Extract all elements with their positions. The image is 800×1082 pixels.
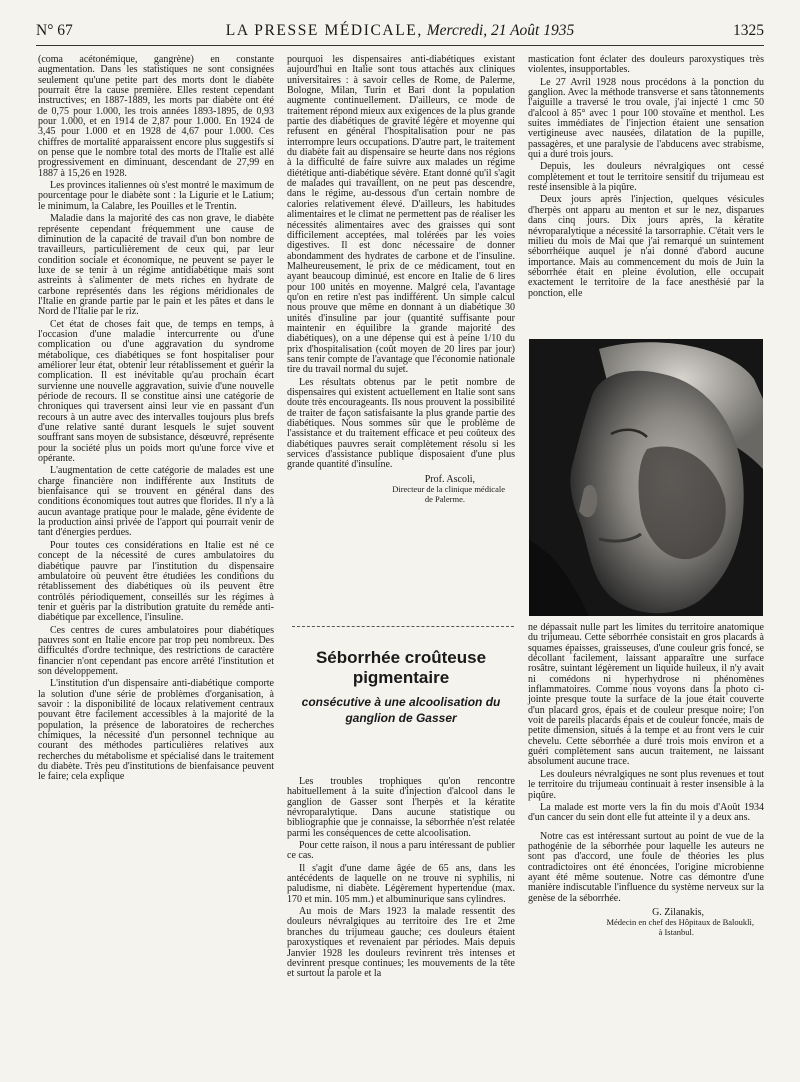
column-2-article <box>287 777 515 982</box>
article-heading <box>287 648 515 726</box>
paragraph: Maladie dans la majorité des cas non grave, le diabète représente cependant fréquemment une cause de diminution de la capacité de travail d'un bon nombre de travailleurs, particulièrement de ceux qui, par leur condition sociale et économique, ne peuvent se payer le luxe de se tenir à un régime antidiabétique mais sont astreints à s'alimenter de mets riches en hydrate de carbone représentés dans les régions méridionales de l'Italie en grande partie par le pain et les pâtes et dans le Nord de l'Italie par le riz. <box>38 213 274 318</box>
article-subtitle: consécutive à une alcoolisation du ganglion de Gasser <box>301 695 501 725</box>
paragraph: Pour cette raison, il nous a paru intéressant de publier ce cas. <box>287 840 515 862</box>
issue-date: Mercredi, 21 Août 1935 <box>426 22 575 39</box>
article-divider <box>292 626 514 627</box>
author-affiliation: Directeur de la clinique médicale <box>392 484 505 495</box>
paragraph: L'institution d'un dispensaire anti-diabétique comporte la solution d'une série de problèmes d'organisation, à savoir : la disponibilité de locaux relativement centraux pouvant être facilement accessibles à la majorité de la population, la présence de laboratoires de recherches chimiques, la nécessité d'un personnel technique au courant des méthodes particulières relatives aux recherches du métabolisme et spécialisé dans le traitement du diabète. Très peu d'institutions de bienfaisance peuvent le faire; cela explique <box>38 678 274 783</box>
column-1 <box>38 55 274 785</box>
author-affiliation: Médecin en chef des Hôpitaux de Balouklì, <box>606 917 754 928</box>
paragraph: Le 27 Avril 1928 nous procédons à la ponction du ganglion. Avec la méthode transverse et sans tâtonnements l'aiguille a traversé le trou ovale, j'ai injecté 1 cmc 50 d'alcool à 85° avec 1 pour 100 stovaïne et menthol. Les suites immédiates de l'injection étaient une sensation vertigineuse avec nausées, dilatation de la pupille, passagères, et une paralysie de l'abducens avec strabisme, qui a duré trois jours. <box>528 76 764 161</box>
paragraph: pourquoi les dispensaires anti-diabétiques existant aujourd'hui en Italie sont tous attachés aux cliniques universitaires : à savoir celles de Rome, de Palerme, Bologne, Milan, Turin et Bari dont la population augmente continuellement. D'ailleurs, ce mode de traitement répond mieux aux exigences de la plus grande partie des diabétiques de gravité légère et moyenne qui refusent en général l'hospitalisation pour ne pas interrompre leurs occupations. D'autre part, le traitement du diabète fait au dispensaire se heurte dans nos régions à la difficulté de faire suivre aux malades un régime diététique anti-diabétique sévère. Etant donné qu'il s'agit de malades qui travaillent, on ne peut pas descendre, dans le régime, au-dessous d'un certain nombre de calories relativement élevé. D'ailleurs, les habitudes alimentaires et le climat ne permettent pas de réaliser les nécessités alimentaires avec des graisses qui sont difficilement acceptées, mal tolérées par les voies digestives. Il est donc nécessaire de donner abondamment des hydrates de carbone et de l'insuline. Malheureusement, le prix de ce médicament, tout en ayant beaucoup diminué, est encore en Italie de 6 lires pour 100 unités en moyenne. Malgré cela, l'avantage qu'on en retire n'est pas indifférent. Un simple calcul nous prouve que même en donnant à un diabétique 30 unités d'insuline par jour (quantité suffisante pour maintenir en équilibre la grande majorité des diabétiques), on a une dépense qui est à peine 1/10 du prix d'hospitalisation (coût moyen de 20 lires par jour) sans tenir compte de l'avantage que l'économie nationale tire du travail normal du sujet. <box>287 54 515 376</box>
journal-title: LA PRESSE MÉDICALE, <box>225 22 423 39</box>
author-affiliation: de Palerme. <box>424 493 465 504</box>
header-rule <box>36 45 764 46</box>
article-title: Séborrhée croûteuse pigmentaire <box>315 648 487 687</box>
paragraph: Pour toutes ces considérations en Italie est né ce concept de la nécessité de cures ambulatoires du diabétique pauvre par l'institution du dispensaire ambulatoire où peuvent être étudiées les conditions du rétablissement des diabétiques où ils peuvent être contrôlés périodiquement, conseillés sur les régimes à tenir et guéris par la distribution gratuite du remède anti-diabétique par excellence, l'insuline. <box>38 539 274 624</box>
paragraph: mastication font éclater des douleurs paroxystiques très violentes, insupportables. <box>528 54 764 76</box>
author-signature-zilanakis <box>528 908 764 937</box>
paragraph: Les troubles trophiques qu'on rencontre habituellement à la suite d'injection d'alcool dans le ganglion de Gasser sont l'herpès et la kératite névroparalytique. Dans aucune statistique ou bibliographie que je connaisse, la séborrhée n'est relatée parmi les conséquences de cette alcoolisation. <box>287 776 515 839</box>
paragraph: Notre cas est intéressant surtout au point de vue de la pathogénie de la séborrhée pour laquelle les auteurs ne sont pas d'accord, une foule de théories les plus contradictoires ont été énoncées, l'origine microbienne ayant été même soutenue. Notre cas démontre d'une manière indiscutable l'influence du système nerveux sur la genèse de la séborrhée. <box>528 830 764 904</box>
paragraph: Les douleurs névralgiques ne sont plus revenues et tout le territoire du trijumeau continuait à rester insensible à la piqûre. <box>528 768 764 801</box>
column-3-continued <box>528 623 764 937</box>
issue-number: N° 67 <box>36 22 73 39</box>
paragraph: L'augmentation de cette catégorie de malades est une charge financière non indifférente aux Instituts de bienfaisance qui se trouvent en général dans des conditions économiques tout autres que florides. Il n'y a là aucun avantage pratique pour le malade, gêne évidente de la production ainsi privée de l'apport qui pourrait venir de tant d'énergies perdues. <box>38 465 274 539</box>
paragraph: Les résultats obtenus par le petit nombre de dispensaires qui existent actuellement en Italie sont sans doute très encourageants. Ils nous prouvent la possibilité de traiter de façon satisfaisante la plus grande partie des diabétiques. Nous sommes sûr que le problème de l'assistance et du traitement efficace et peu coûteux des diabétiques pauvres serait complètement résolu si les services d'assistance publique disposaient d'une plus grande quantité d'insuline. <box>287 376 515 471</box>
author-affiliation: à Istanbul. <box>658 926 694 937</box>
author-signature-ascoli <box>287 475 515 504</box>
paragraph: Il s'agit d'une dame âgée de 65 ans, dans les antécédents de laquelle on ne trouve ni syphilis, ni paludisme, ni diabète. Légèrement hypertendue (max. 170 et min. 105 mm.) et albuminurique sans cylindres. <box>287 862 515 905</box>
paragraph: ne dépassait nulle part les limites du territoire anatomique du trijumeau. Cette séborrhée consistait en gros placards à squames épaisses, graisseuses, d'une couleur gris foncé, se décollant facilement, laissant apparaître une surface rosâtre, suintant légèrement un liquide huileux, il n'y avait ni comédons ni hyperhydrose ni phénomènes inflammatoires. Comme nous voyons dans la photo ci-jointe presque toute la surface de la joue était couverte d'un placard gros, épais et de couleur presque noire; l'on voit de pareils placards épais et de couleur foncée, mais de petite dimension, situés à la tempe et au front vers le cuir chevelu. Cette séborrhée a duré trois mois environ et a guéri complètement sans aucun traitement, ne laissant absolument aucune trace. <box>528 622 764 768</box>
patient-photo <box>529 339 763 616</box>
paragraph: Cet état de choses fait que, de temps en temps, à l'occasion d'une maladie intercurrente ou d'une complication ou d'une aggravation du syndrome métabolique, ces diabétiques se font hospitaliser pour améliorer leur état, obtenir leur rétablissement et guérir la complication. Il est inévitable qu'au prochain écart survienne une nouvelle aggravation, suivie d'une nouvelle période de recours. Il se constitue ainsi une catégorie de chroniques qui traversent ainsi leur vie en passant d'un recours à un autre avec des intervalles toujours plus brefs d'une relative santé durant lesquels le sujet souvent souffrant sans moyen de subsistance, désœuvré, représente pour la société plus un poids mort qu'une force vive et opérante. <box>38 318 274 465</box>
paragraph: Deux jours après l'injection, quelques vésicules d'herpès ont apparu au menton et sur le nez, disparues dans cinq jours. Dix jours après, la kératite névroparalytique a nécessité la tarsorraphie. C'était vers le milieu du mois de Mai que j'ai remarqué un suintement séborrhéique auquel je n'ai donné d'abord aucune importance. Mais au commencement du mois de Juin la séborrhée était en pleine évolution, elle occupait exactement le territoire de la face anesthésié par la ponction, elle <box>528 194 764 299</box>
page-header <box>36 22 764 42</box>
column-2 <box>287 55 515 504</box>
paragraph: Les provinces italiennes où s'est montré le maximum de pourcentage pour le diabète sont : la Ligurie et le Latium; le minimum, la Calabre, les Pouilles et le Trentin. <box>38 180 274 212</box>
journal-masthead <box>36 22 764 40</box>
paragraph: Depuis, les douleurs névralgiques ont cessé complètement et tout le territoire sensitif du trijumeau est resté insensible à la piqûre. <box>528 161 764 194</box>
paragraph: (coma acétonémique, gangrène) en constante augmentation. Dans les statistiques ne sont consignées seulement qu'une petite part des morts dont le diabète pourrait être la cause première. Elles restent cependant instructives; en 1887-1889, les morts par diabète ont été de 0,75 pour 1.000, les trois années 1893-1895, de 0,93 pour 1.000, et en 1914 de 2,87 pour 1.000. En 1924 de 3,45 pour 1.000 et en 1928 de 4,67 pour 1.000. Ces chiffres de mortalité apparaissent encore plus suggestifs si on pense que le nombre total des morts de l'Italie est allé progressivement en diminuant, descendant de 27,99 en 1887 à 15,26 en 1928. <box>38 54 274 179</box>
author-name: Prof. Ascoli, <box>424 473 475 485</box>
author-name: G. Zilanakis, <box>652 906 704 918</box>
paragraph: Au mois de Mars 1923 la malade ressentit des douleurs névralgiques au territoire des 1re et 2me branches du trijumeau gauche; ces douleurs étaient paroxystiques et revenaient par périodes. Mais depuis Janvier 1928 les douleurs revinrent très intenses et devinrent presque continues; les mouvements de la tête et surtout la parole et la <box>287 906 515 980</box>
paragraph: Ces centres de cures ambulatoires pour diabétiques pauvres sont en Italie encore par trop peu nombreux. Des difficultés d'ordre technique, des restrictions de caractère financier n'ont cependant pas encore arrêté l'institution et son développement. <box>38 624 274 677</box>
patient-portrait-image <box>529 339 763 616</box>
paragraph: La malade est morte vers la fin du mois d'Août 1934 d'un cancer du sein dont elle fut atteinte il y a deux ans. <box>528 801 764 824</box>
column-3 <box>528 55 764 301</box>
page-number: 1325 <box>733 22 764 39</box>
